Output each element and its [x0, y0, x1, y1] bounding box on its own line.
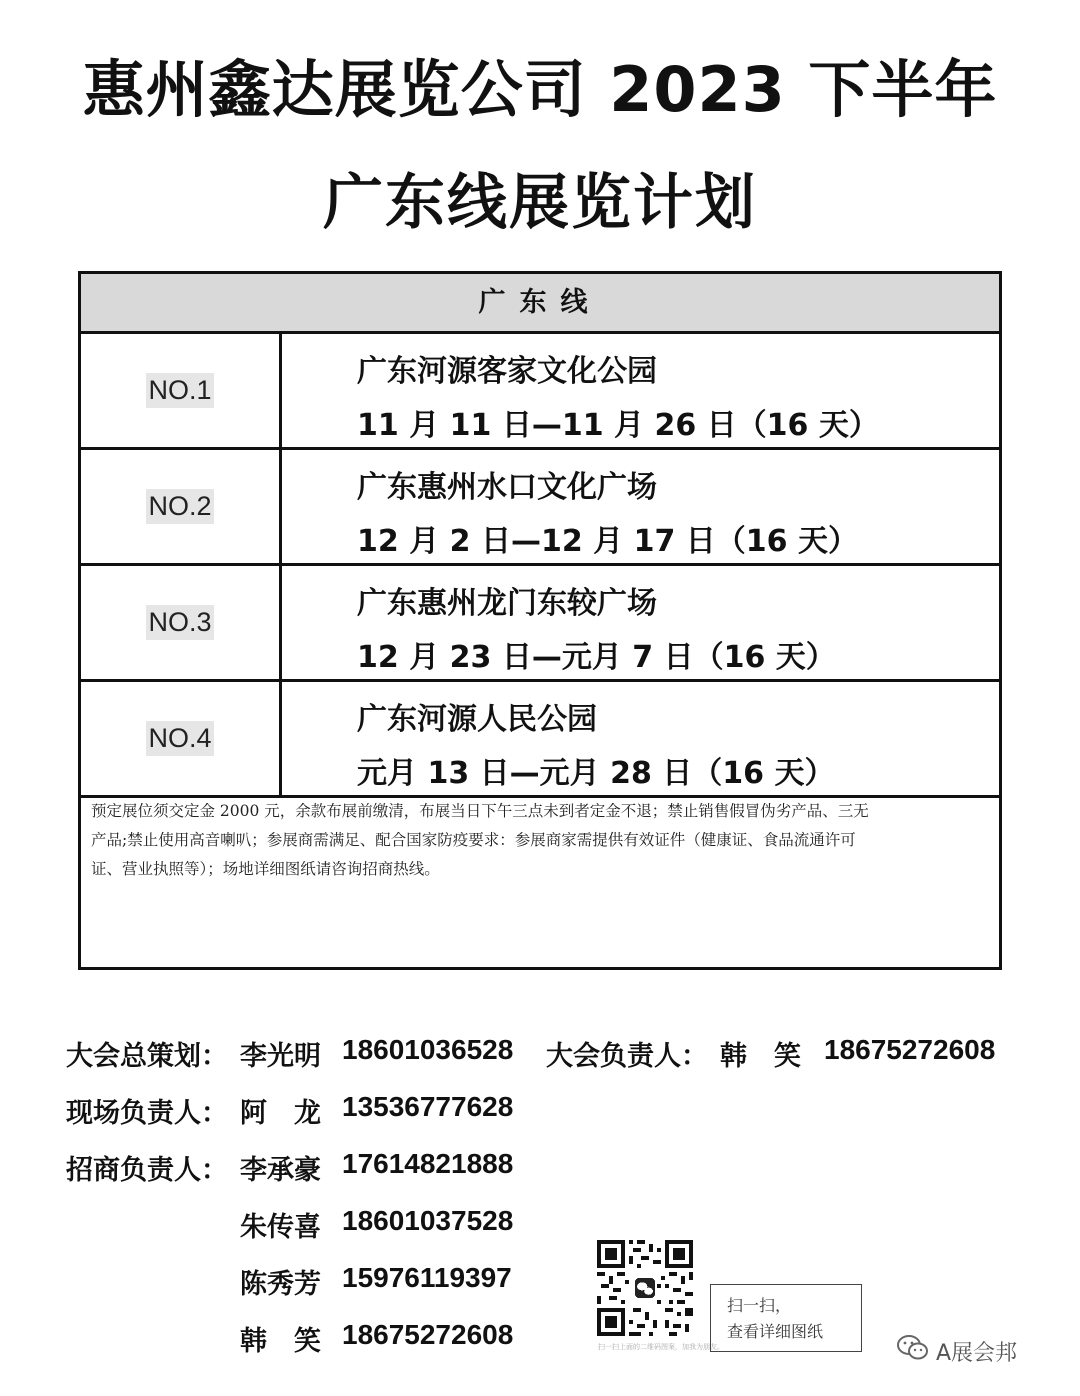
row-number-cell [81, 450, 282, 563]
table-header: 广东线 [81, 274, 999, 334]
contact-name: 陈秀芳 [240, 1269, 321, 1300]
contact-role: 大会负责人： [546, 1041, 708, 1072]
notes-line: 预定展位须交定金 2000 元，余款布展前缴清，布展当日下午三点未到者定金不退；禁止销售假冒伪劣产品、三无 [91, 802, 869, 820]
contact-phone[interactable]: 18601037528 [342, 1205, 514, 1236]
contact-phone[interactable]: 13536777628 [342, 1091, 514, 1122]
notes-line: 证、营业执照等）；场地详细图纸请咨询招商热线。 [91, 860, 440, 878]
contact-phone[interactable]: 18675272608 [342, 1319, 514, 1350]
contact-phone[interactable]: 17614821888 [342, 1148, 514, 1179]
qr-caption: 扫一扫上面的二维码图案，加我为朋友。 [598, 1343, 724, 1351]
row-number: NO.2 [146, 489, 213, 524]
contact-name: 朱传喜 [240, 1212, 321, 1243]
notes-line: 产品;禁止使用高音喇叭；参展商需满足、配合国家防疫要求：参展商家需提供有效证件（健康证、食品流通许可 [91, 831, 856, 849]
qr-code-icon[interactable] [597, 1240, 693, 1336]
contact-role: 招商负责人： [66, 1155, 228, 1186]
contact-name: 阿 龙 [240, 1098, 321, 1129]
venue-name: 广东河源人民公园 [357, 702, 597, 737]
row-number-cell [81, 682, 282, 795]
table-row [81, 566, 999, 682]
contact-name: 李光明 [240, 1041, 321, 1072]
contact-name: 韩 笑 [240, 1326, 321, 1357]
row-number-cell [81, 334, 282, 447]
contact-role: 大会总策划： [66, 1041, 228, 1072]
table-row [81, 450, 999, 566]
venue-name: 广东惠州龙门东较广场 [357, 586, 657, 621]
scan-prompt-line: 扫一扫， [727, 1296, 792, 1315]
watermark [896, 1334, 1017, 1368]
contact-name: 李承豪 [240, 1155, 321, 1186]
contact-name: 韩 笑 [720, 1041, 801, 1072]
wechat-icon [896, 1334, 930, 1368]
row-number: NO.3 [146, 605, 213, 640]
venue-dates: 11 月 11 日—11 月 26 日（16 天） [357, 408, 879, 443]
row-number: NO.1 [146, 373, 213, 408]
page-subtitle: 广东线展览计划 [323, 168, 757, 238]
contact-phone[interactable]: 15976119397 [342, 1262, 512, 1293]
exhibition-plan-table [78, 271, 1002, 970]
page-title: 惠州鑫达展览公司 2023 下半年 [82, 53, 998, 126]
contact-role: 现场负责人： [66, 1098, 228, 1129]
scan-prompt-box [710, 1284, 862, 1352]
row-number-cell [81, 566, 282, 679]
venue-dates: 12 月 23 日—元月 7 日（16 天） [357, 640, 836, 675]
row-number: NO.4 [146, 721, 213, 756]
venue-name: 广东河源客家文化公园 [357, 354, 657, 389]
contact-phone[interactable]: 18601036528 [342, 1034, 514, 1065]
venue-dates: 元月 13 日—元月 28 日（16 天） [357, 756, 835, 791]
contact-phone[interactable]: 18675272608 [824, 1034, 996, 1065]
venue-dates: 12 月 2 日—12 月 17 日（16 天） [357, 524, 858, 559]
scan-prompt-line: 查看详细图纸 [727, 1322, 824, 1341]
watermark-text: A展会邦 [936, 1340, 1018, 1366]
venue-name: 广东惠州水口文化广场 [357, 470, 657, 505]
table-row [81, 334, 999, 450]
terms-notes [91, 797, 991, 884]
table-row [81, 682, 999, 798]
